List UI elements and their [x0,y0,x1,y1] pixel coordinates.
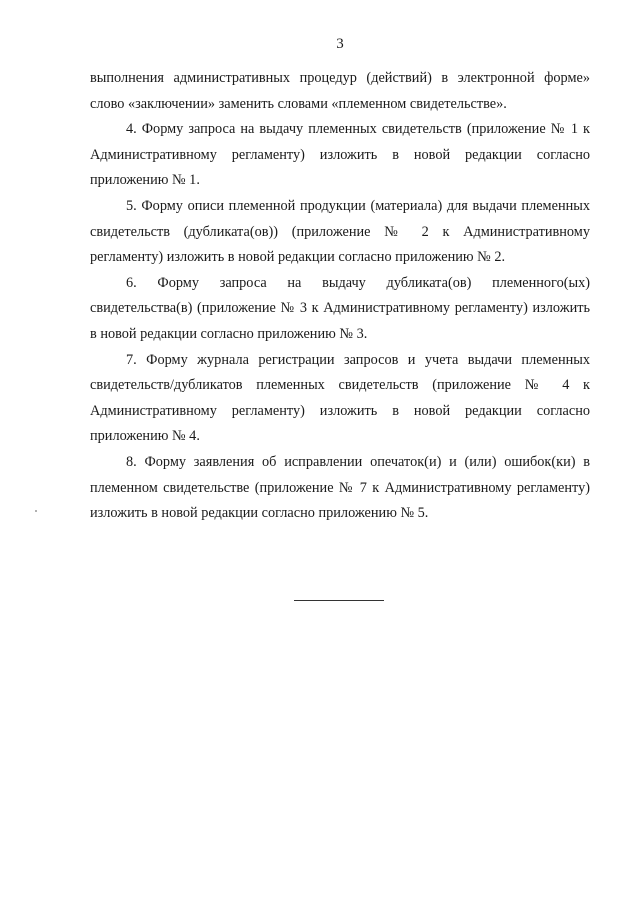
paragraph-continuation: выполнения административных процедур (действий) в электронной форме» слово «заключении» заменить словами «племенном свидетельстве». [90,70,590,112]
paragraph-item-4: 4. Форму запроса на выдачу племенных свидетельств (приложение № 1 к Административному регламенту) изложить в новой редакции согласно приложению № 1. [90,121,590,189]
end-of-document-rule [294,600,384,601]
paragraph-item-5: 5. Форму описи племенной продукции (материала) для выдачи племенных свидетельств (дубликата(ов)) (приложение № 2 к Административному регламенту) изложить в новой редакции согласно приложению № 2. [90,197,590,266]
document-body [90,66,590,527]
paragraph-item-7: 7. Форму журнала регистрации запросов и учета выдачи племенных свидетельств/дубликатов племенных свидетельств (приложение № 4 к Административному регламенту) изложить в новой редакции согласно приложению № 4. [90,351,590,445]
scan-artifact-dot [35,510,37,512]
paragraph-item-6: 6. Форму запроса на выдачу дубликата(ов) племенного(ых) свидетельства(в) (приложение № 3 к Административному регламенту) изложить в новой редакции согласно приложению № 3. [90,274,590,342]
page-number: 3 [336,36,344,52]
paragraph-item-8: 8. Форму заявления об исправлении опечаток(и) и (или) ошибок(ки) в племенном свидетельстве (приложение № 7 к Административному регламенту) изложить в новой редакции согласно приложению № 5. [90,453,590,522]
